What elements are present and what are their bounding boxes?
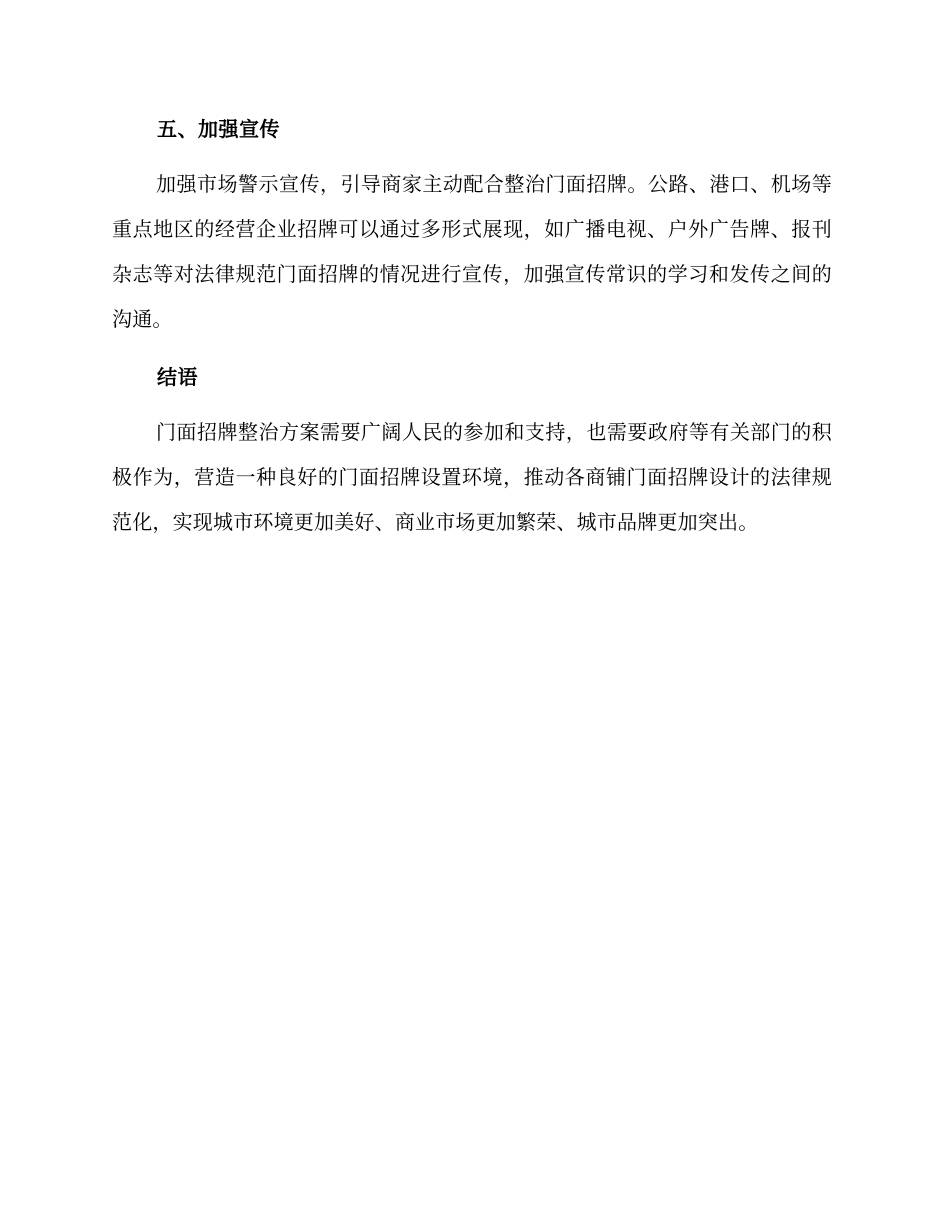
document-body bbox=[112, 113, 832, 545]
section-heading-conclusion: 结语 bbox=[157, 365, 198, 389]
section-paragraph-conclusion: 门面招牌整治方案需要广阔人民的参加和支持，也需要政府等有关部门的积极作为，营造一种良好的门面招牌设置环境，推动各商铺门面招牌设计的法律规范化，实现城市环境更加美好、商业市场更加繁荣、城市品牌更加突出。 bbox=[112, 420, 832, 534]
section-heading-publicity: 五、加强宣传 bbox=[157, 117, 280, 141]
section-paragraph-publicity: 加强市场警示宣传，引导商家主动配合整治门面招牌。公路、港口、机场等重点地区的经营企业招牌可以通过多形式展现，如广播电视、户外广告牌、报刊杂志等对法律规范门面招牌的情况进行宣传，加强宣传常识的学习和发传之间的沟通。 bbox=[112, 172, 832, 331]
